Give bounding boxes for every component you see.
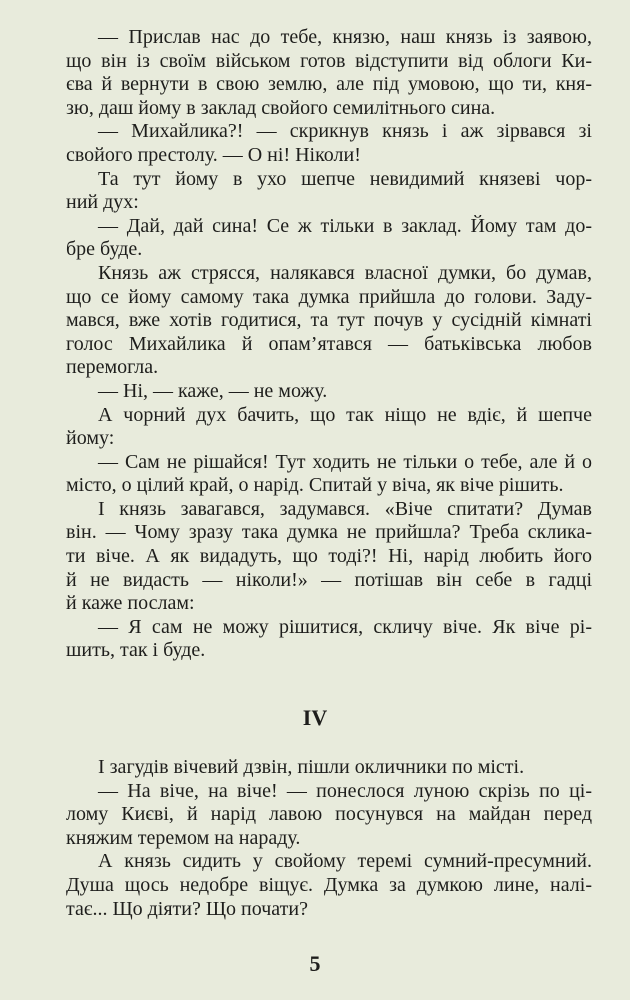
text-line: місто, о цілий край, о нарід. Спитай у віча, як віче рішить. [66, 474, 564, 497]
text-line: — Я сам не можу рішитися, скличу віче. Як віче рі- [98, 615, 592, 638]
text-line: єва й вернути в свою землю, але під умовою, що ти, кня- [66, 73, 592, 96]
text-line: — Прислав нас до тебе, князю, наш князь із заявою, [98, 26, 592, 48]
text-line: І загудів вічевий дзвін, пішли окличники по місті. [98, 756, 525, 778]
body-text-section-2 [66, 756, 592, 921]
text-line: — Дай, дай сина! Се ж тільки в заклад. Йому там до- [98, 214, 592, 237]
text-line: — Сам не рішайся! Тут ходить не тільки о тебе, але й о [98, 450, 592, 473]
text-line: й не видасть — ніколи!» — потішав він себе в гадці [66, 568, 592, 591]
text-line: Душа щось недобре віщує. Думка за думкою лине, налі- [66, 873, 592, 896]
text-line: Князь аж стрясся, налякався власної думки, бо думав, [98, 261, 592, 284]
text-line: ти віче. А як видадуть, що тоді?! Ні, нарід любить його [66, 545, 592, 568]
text-line: — Ні, — каже, — не можу. [98, 379, 328, 402]
text-line: мався, вже хотів годитися, та тут почув у сусідній кімнаті [66, 309, 592, 332]
chapter-heading: IV [302, 705, 328, 730]
text-line: І князь завагався, задумався. «Віче спитати? Думав [98, 497, 592, 520]
text-line: йому: [66, 427, 115, 450]
text-line: шить, так і буде. [66, 639, 206, 662]
text-line: ний дух: [66, 191, 139, 214]
text-line: — Михайлика?! — скрикнув князь і аж зірвався зі [98, 120, 592, 143]
text-line: княжим теремом на нараду. [66, 826, 301, 849]
text-line: свойого престолу. — О ні! Ніколи! [66, 143, 361, 166]
text-line: й каже послам: [66, 592, 195, 615]
text-line: А князь сидить у свойому теремі сумний-пресумний. [98, 850, 592, 873]
text-line: — На віче, на віче! — понеслося луною скрізь по ці- [98, 779, 592, 802]
text-line: зю, даш йому в заклад свойого семилітнього сина. [66, 96, 496, 119]
text-line: А чорний дух бачить, що так ніщо не вдіє, й шепче [98, 403, 592, 426]
text-line: тає... Що діяти? Що почати? [66, 897, 308, 920]
text-line: він. — Чому зразу така думка не прийшла? Треба склика- [66, 521, 592, 544]
text-line: що се йому самому така думка прийшла до голови. Заду- [66, 285, 592, 308]
text-line: лому Києві, й нарід лавою посунувся на майдан перед [66, 803, 592, 826]
page-number: 5 [309, 951, 321, 976]
text-line: що він із своїм військом готов відступити від облоги Ки- [66, 49, 592, 72]
text-line: бре буде. [66, 238, 143, 261]
text-line: Та тут йому в ухо шепче невидимий князеві чор- [98, 167, 592, 190]
text-line: перемогла. [66, 356, 159, 379]
body-text-section-1 [66, 26, 592, 663]
text-line: голос Михайлика й опам’ятався — батьківська любов [66, 332, 592, 355]
